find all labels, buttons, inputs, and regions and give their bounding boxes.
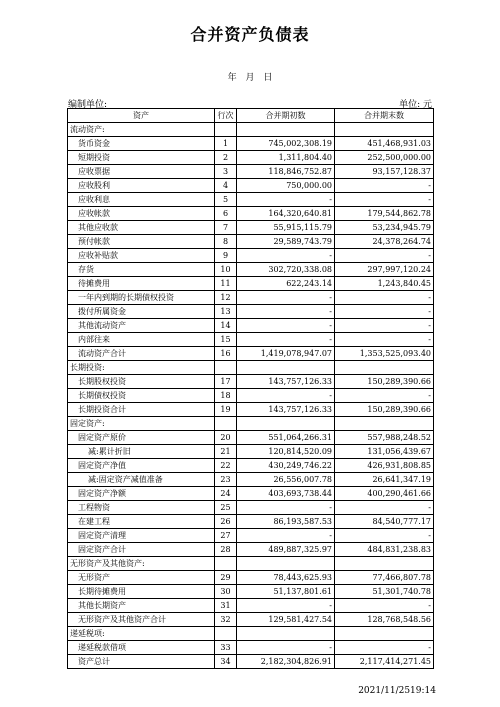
row-begin-value: 2,182,304,826.91 — [237, 655, 335, 669]
row-begin-value — [237, 123, 335, 137]
unit-label: 单位: 元 — [399, 100, 432, 110]
row-begin-value: 1,419,078,947.07 — [237, 347, 335, 361]
row-begin-value: 143,757,126.33 — [237, 375, 335, 389]
row-line: 12 — [215, 291, 237, 305]
table-row — [68, 319, 434, 333]
row-line: 2 — [215, 151, 237, 165]
row-end-value: 252,500,000.00 — [335, 151, 434, 165]
row-begin-value: - — [237, 333, 335, 347]
row-line — [215, 361, 237, 375]
row-begin-value: 551,064,266.31 — [237, 431, 335, 445]
row-name: 应收利息 — [68, 193, 215, 207]
row-end-value — [335, 417, 434, 431]
timestamp: 2021/11/2519:14 — [358, 686, 436, 696]
table-row — [68, 193, 434, 207]
row-line: 17 — [215, 375, 237, 389]
row-begin-value: - — [237, 641, 335, 655]
row-begin-value: - — [237, 529, 335, 543]
row-begin-value: 51,137,801.61 — [237, 585, 335, 599]
category-row — [68, 627, 434, 641]
row-end-value: 179,544,862.78 — [335, 207, 434, 221]
row-begin-value — [237, 417, 335, 431]
row-begin-value: 120,814,520.09 — [237, 445, 335, 459]
row-end-value: 53,234,945.79 — [335, 221, 434, 235]
row-name: 应收股利 — [68, 179, 215, 193]
row-begin-value: 26,556,007.78 — [237, 473, 335, 487]
row-begin-value: - — [237, 501, 335, 515]
row-begin-value — [237, 557, 335, 571]
row-end-value: - — [335, 193, 434, 207]
row-line — [215, 557, 237, 571]
row-end-value: 128,768,548.56 — [335, 613, 434, 627]
row-line: 21 — [215, 445, 237, 459]
row-name: 流动资产合计 — [68, 347, 215, 361]
row-line — [215, 417, 237, 431]
table-row — [68, 445, 434, 459]
row-begin-value: 1,311,804.40 — [237, 151, 335, 165]
row-begin-value: - — [237, 305, 335, 319]
header-line: 行次 — [215, 109, 237, 123]
row-end-value: - — [335, 389, 434, 403]
row-line: 24 — [215, 487, 237, 501]
page-title: 合并资产负债表 — [190, 25, 310, 44]
table-row — [68, 599, 434, 613]
row-name: 长期股权投资 — [68, 375, 215, 389]
row-line: 18 — [215, 389, 237, 403]
row-begin-value: 302,720,338.08 — [237, 263, 335, 277]
row-end-value: 451,468,931.03 — [335, 137, 434, 151]
row-end-value: 26,641,347.19 — [335, 473, 434, 487]
row-end-value: - — [335, 291, 434, 305]
row-line: 33 — [215, 641, 237, 655]
row-name: 其他应收款 — [68, 221, 215, 235]
row-name: 固定资产合计 — [68, 543, 215, 557]
row-end-value: - — [335, 599, 434, 613]
table-row — [68, 473, 434, 487]
row-name: 长期投资合计 — [68, 403, 215, 417]
row-name: 减:累计折旧 — [68, 445, 215, 459]
row-line: 31 — [215, 599, 237, 613]
row-end-value — [335, 123, 434, 137]
row-end-value — [335, 627, 434, 641]
table-row — [68, 375, 434, 389]
table-row — [68, 207, 434, 221]
table-row — [68, 487, 434, 501]
row-end-value: 484,831,238.83 — [335, 543, 434, 557]
row-line: 14 — [215, 319, 237, 333]
row-name: 固定资产净值 — [68, 459, 215, 473]
table-row — [68, 263, 434, 277]
row-begin-value: - — [237, 193, 335, 207]
row-name: 无形资产 — [68, 571, 215, 585]
table-header-row — [68, 109, 434, 123]
row-end-value: 24,378,264.74 — [335, 235, 434, 249]
header-begin: 合并期初数 — [237, 109, 335, 123]
row-begin-value: 430,249,746.22 — [237, 459, 335, 473]
row-end-value: 426,931,808.85 — [335, 459, 434, 473]
row-name: 存货 — [68, 263, 215, 277]
row-name: 减:固定资产减值准备 — [68, 473, 215, 487]
balance-sheet-table — [67, 108, 434, 669]
row-begin-value: 86,193,587.53 — [237, 515, 335, 529]
row-end-value: 150,289,390.66 — [335, 375, 434, 389]
row-name: 在建工程 — [68, 515, 215, 529]
row-name: 无形资产及其他资产: — [68, 557, 215, 571]
row-begin-value: 118,846,752.87 — [237, 165, 335, 179]
row-name: 预付帐款 — [68, 235, 215, 249]
row-end-value — [335, 361, 434, 375]
table-row — [68, 459, 434, 473]
table-row — [68, 291, 434, 305]
table-row — [68, 151, 434, 165]
row-begin-value: 489,887,325.97 — [237, 543, 335, 557]
table-row — [68, 347, 434, 361]
row-end-value: 93,157,128.37 — [335, 165, 434, 179]
table-row — [68, 333, 434, 347]
table-row — [68, 585, 434, 599]
table-row — [68, 543, 434, 557]
row-name: 工程物资 — [68, 501, 215, 515]
header-end: 合并期末数 — [335, 109, 434, 123]
row-end-value: 297,997,120.24 — [335, 263, 434, 277]
row-line: 9 — [215, 249, 237, 263]
row-name: 固定资产清理 — [68, 529, 215, 543]
table-row — [68, 501, 434, 515]
row-line: 11 — [215, 277, 237, 291]
row-end-value: - — [335, 333, 434, 347]
row-begin-value: 29,589,743.79 — [237, 235, 335, 249]
row-name: 内部往来 — [68, 333, 215, 347]
table-row — [68, 571, 434, 585]
row-name: 一年内到期的长期债权投资 — [68, 291, 215, 305]
row-line — [215, 123, 237, 137]
table-row — [68, 655, 434, 669]
table-row — [68, 529, 434, 543]
row-begin-value: 78,443,625.93 — [237, 571, 335, 585]
row-name: 无形资产及其他资产合计 — [68, 613, 215, 627]
row-end-value: 400,290,461.66 — [335, 487, 434, 501]
table-row — [68, 403, 434, 417]
row-line: 5 — [215, 193, 237, 207]
table-row — [68, 249, 434, 263]
table-row — [68, 179, 434, 193]
org-label: 编制单位: — [68, 100, 108, 110]
row-end-value: - — [335, 305, 434, 319]
row-name: 长期债权投资 — [68, 389, 215, 403]
row-name: 其他流动资产 — [68, 319, 215, 333]
row-begin-value — [237, 361, 335, 375]
row-end-value: - — [335, 249, 434, 263]
row-line: 20 — [215, 431, 237, 445]
row-line: 32 — [215, 613, 237, 627]
row-line: 4 — [215, 179, 237, 193]
row-end-value: - — [335, 179, 434, 193]
row-name: 应收票据 — [68, 165, 215, 179]
table-row — [68, 235, 434, 249]
row-line: 16 — [215, 347, 237, 361]
row-line: 28 — [215, 543, 237, 557]
row-line: 25 — [215, 501, 237, 515]
row-begin-value: - — [237, 249, 335, 263]
row-begin-value: - — [237, 599, 335, 613]
table-row — [68, 641, 434, 655]
row-line: 3 — [215, 165, 237, 179]
row-name: 待摊费用 — [68, 277, 215, 291]
row-line: 29 — [215, 571, 237, 585]
row-name: 流动资产: — [68, 123, 215, 137]
row-name: 递延税款借项 — [68, 641, 215, 655]
table-row — [68, 515, 434, 529]
row-end-value: - — [335, 641, 434, 655]
category-row — [68, 417, 434, 431]
row-end-value: 1,353,525,093.40 — [335, 347, 434, 361]
report-date: 年 月 日 — [227, 73, 273, 83]
table-row — [68, 389, 434, 403]
category-row — [68, 123, 434, 137]
row-line — [215, 627, 237, 641]
row-name: 长期投资: — [68, 361, 215, 375]
row-line: 22 — [215, 459, 237, 473]
table-row — [68, 277, 434, 291]
row-begin-value: 164,320,640.81 — [237, 207, 335, 221]
row-line: 6 — [215, 207, 237, 221]
row-name: 拨付所属资金 — [68, 305, 215, 319]
row-end-value: 150,289,390.66 — [335, 403, 434, 417]
row-end-value: - — [335, 319, 434, 333]
row-name: 长期待摊费用 — [68, 585, 215, 599]
row-line: 1 — [215, 137, 237, 151]
row-line: 30 — [215, 585, 237, 599]
row-begin-value: 129,581,427.54 — [237, 613, 335, 627]
row-end-value: 131,056,439.67 — [335, 445, 434, 459]
row-end-value: 51,301,740.78 — [335, 585, 434, 599]
row-line: 34 — [215, 655, 237, 669]
category-row — [68, 361, 434, 375]
row-name: 应收帐款 — [68, 207, 215, 221]
row-line: 19 — [215, 403, 237, 417]
row-end-value: 84,540,777.17 — [335, 515, 434, 529]
row-name: 固定资产: — [68, 417, 215, 431]
row-name: 固定资产原价 — [68, 431, 215, 445]
row-line: 10 — [215, 263, 237, 277]
row-begin-value: - — [237, 319, 335, 333]
row-line: 8 — [215, 235, 237, 249]
row-name: 应收补贴款 — [68, 249, 215, 263]
row-name: 资产总计 — [68, 655, 215, 669]
row-line: 23 — [215, 473, 237, 487]
row-line: 15 — [215, 333, 237, 347]
row-end-value: 2,117,414,271.45 — [335, 655, 434, 669]
row-begin-value: 750,000.00 — [237, 179, 335, 193]
row-end-value: - — [335, 501, 434, 515]
row-end-value: 77,466,807.78 — [335, 571, 434, 585]
table-row — [68, 221, 434, 235]
row-begin-value: 622,243.14 — [237, 277, 335, 291]
category-row — [68, 557, 434, 571]
row-begin-value: - — [237, 291, 335, 305]
row-end-value: 557,988,248.52 — [335, 431, 434, 445]
row-begin-value: 745,002,308.19 — [237, 137, 335, 151]
row-end-value: - — [335, 529, 434, 543]
table-row — [68, 305, 434, 319]
table-row — [68, 431, 434, 445]
row-begin-value: - — [237, 389, 335, 403]
row-line: 26 — [215, 515, 237, 529]
row-end-value: 1,243,840.45 — [335, 277, 434, 291]
row-line: 13 — [215, 305, 237, 319]
row-name: 货币资金 — [68, 137, 215, 151]
row-name: 其他长期资产 — [68, 599, 215, 613]
row-end-value — [335, 557, 434, 571]
row-begin-value: 403,693,738.44 — [237, 487, 335, 501]
row-line: 7 — [215, 221, 237, 235]
row-begin-value: 55,915,115.79 — [237, 221, 335, 235]
row-name: 固定资产净额 — [68, 487, 215, 501]
table-row — [68, 613, 434, 627]
row-begin-value: 143,757,126.33 — [237, 403, 335, 417]
row-name: 短期投资 — [68, 151, 215, 165]
header-asset: 资产 — [68, 109, 215, 123]
table-row — [68, 137, 434, 151]
table-row — [68, 165, 434, 179]
row-begin-value — [237, 627, 335, 641]
row-name: 递延税项: — [68, 627, 215, 641]
row-line: 27 — [215, 529, 237, 543]
